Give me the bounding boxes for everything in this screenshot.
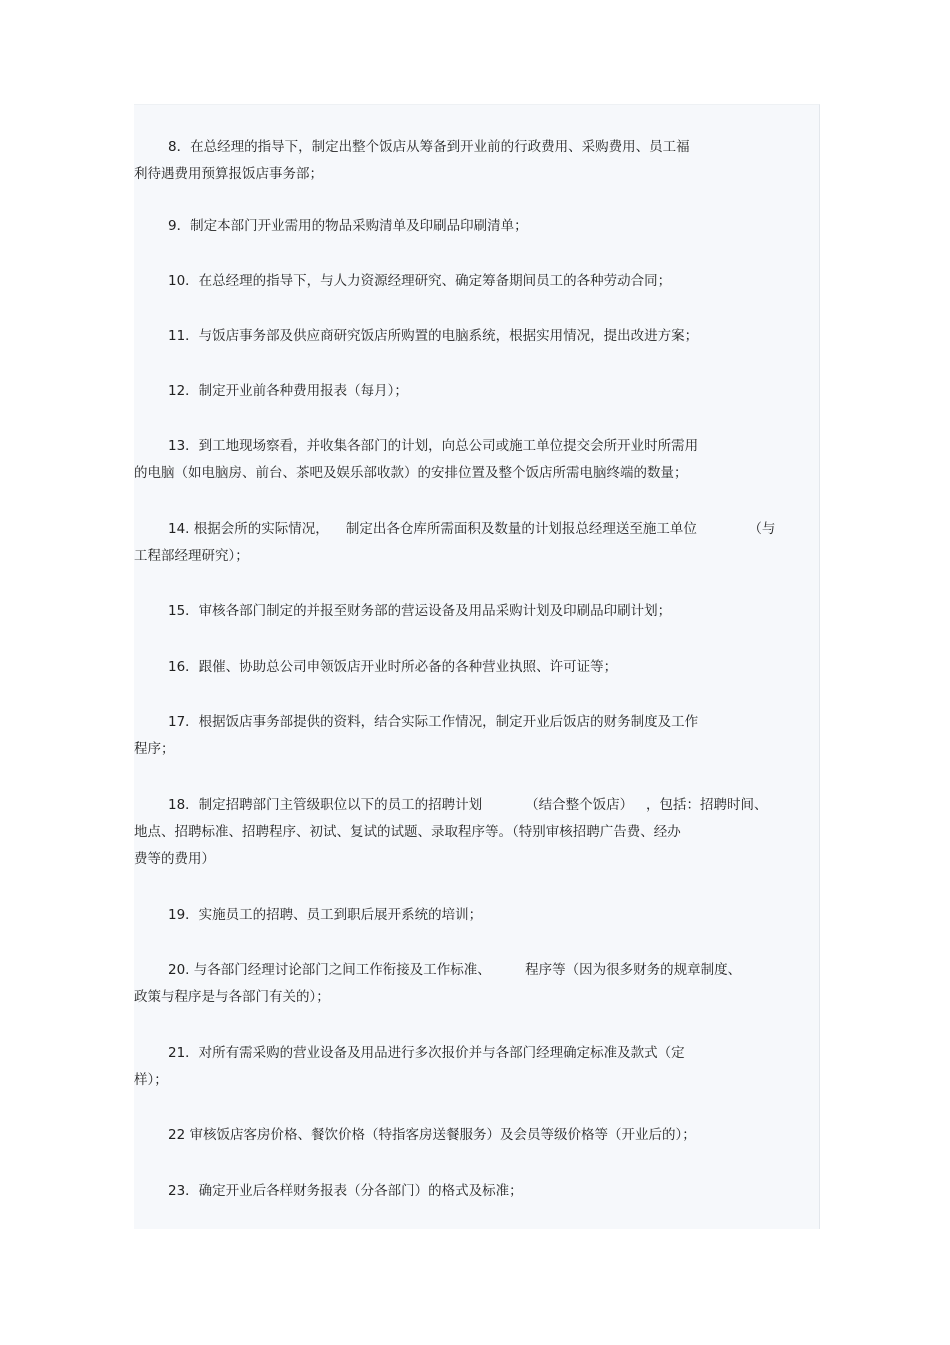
paragraph-line: 9．制定本部门开业需用的物品采购清单及印刷品印刷清单；: [168, 218, 528, 234]
paragraph-line: 地点、招聘标准、招聘程序、初试、复试的试题、录取程序等。（特别审核招聘广告费、经办: [134, 824, 681, 840]
paragraph-item-8: [134, 134, 820, 188]
paragraph-item-10: [134, 268, 820, 295]
paragraph-line: 13．到工地现场察看，并收集各部门的计划，向总公司或施工单位提交会所开业时所需用: [168, 438, 699, 454]
paragraph-line: 10．在总经理的指导下，与人力资源经理研究、确定筹备期间员工的各种劳动合同；: [168, 273, 672, 289]
paragraph-line: 11．与饭店事务部及供应商研究饭店所购置的电脑系统，根据实用情况，提出改进方案；: [168, 328, 699, 344]
paragraph-line: 8．在总经理的指导下，制定出整个饭店从筹备到开业前的行政费用、采购费用、员工福: [168, 139, 690, 155]
paragraph-item-23: [134, 1178, 820, 1205]
paragraph-item-9: [134, 213, 820, 240]
paragraph-line: 21．对所有需采购的营业设备及用品进行多次报价并与各部门经理确定标准及款式（定: [168, 1045, 685, 1061]
paragraph-line: 15．审核各部门制定的并报至财务部的营运设备及用品采购计划及印刷品印刷计划；: [168, 603, 672, 619]
paragraph-line: 工程部经理研究）；: [134, 548, 249, 564]
paragraph-item-18: [134, 792, 820, 873]
paragraph-item-14: [134, 516, 820, 570]
paragraph-line: 的电脑（如电脑房、前台、茶吧及娱乐部收款）的安排位置及整个饭店所需电脑终端的数量；: [134, 465, 688, 481]
paragraph-line: 政策与程序是与各部门有关的）；: [134, 989, 330, 1005]
paragraph-line: 20. 与各部门经理讨论部门之间工作衔接及工作标准、 程序等（因为很多财务的规章制度、: [168, 962, 742, 978]
paragraph-item-19: [134, 902, 820, 929]
paragraph-item-20: [134, 957, 820, 1011]
paragraph-line: 程序；: [134, 741, 175, 757]
paragraph-item-11: [134, 323, 820, 350]
paragraph-line: 样）；: [134, 1072, 168, 1088]
document-panel: [134, 104, 820, 1229]
paragraph-item-13: [134, 433, 820, 487]
paragraph-item-15: [134, 598, 820, 625]
paragraph-item-17: [134, 709, 820, 763]
paragraph-line: 费等的费用）: [134, 851, 215, 867]
paragraph-line: 19．实施员工的招聘、员工到职后展开系统的培训；: [168, 907, 483, 923]
paragraph-item-22: [134, 1122, 820, 1149]
paragraph-item-12: [134, 378, 820, 405]
paragraph-line: 23．确定开业后各样财务报表（分各部门）的格式及标准；: [168, 1183, 523, 1199]
paragraph-item-21: [134, 1040, 820, 1094]
paragraph-line: 16．跟催、协助总公司申领饭店开业时所必备的各种营业执照、许可证等；: [168, 659, 618, 675]
paragraph-item-16: [134, 654, 820, 681]
paragraph-line: 22 审核饭店客房价格、餐饮价格（特指客房送餐服务）及会员等级价格等（开业后的）；: [168, 1127, 696, 1143]
paragraph-line: 利待遇费用预算报饭店事务部；: [134, 166, 323, 182]
paragraph-line: 14. 根据会所的实际情况， 制定出各仓库所需面积及数量的计划报总经理送至施工单位 （与: [168, 521, 776, 537]
paragraph-line: 17．根据饭店事务部提供的资料，结合实际工作情况，制定开业后饭店的财务制度及工作: [168, 714, 699, 730]
paragraph-line: 12．制定开业前各种费用报表（每月）；: [168, 383, 408, 399]
paragraph-line: 18．制定招聘部门主管级职位以下的员工的招聘计划 （结合整个饭店） ，包括：招聘时间、: [168, 797, 768, 813]
